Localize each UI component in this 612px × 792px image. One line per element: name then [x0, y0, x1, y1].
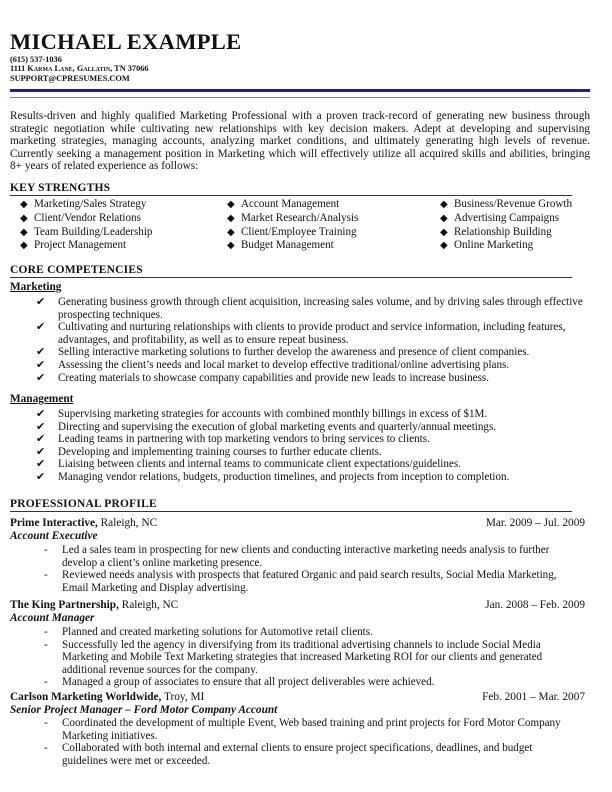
- list-item: ◆ Online Marketing: [440, 239, 534, 252]
- candidate-name: MICHAEL EXAMPLE: [10, 29, 242, 54]
- job-duties: [44, 626, 572, 689]
- list-item: ✔ Developing and implementing training courses to further educate clients.: [36, 445, 382, 458]
- professional-profile-heading: PROFESSIONAL PROFILE: [10, 498, 157, 510]
- job-dates: Jan. 2008 – Feb. 2009: [485, 599, 585, 611]
- list-item: ◆ Relationship Building: [440, 225, 552, 238]
- professional-profile-rule: [10, 511, 572, 512]
- dash-bullet-icon: -: [44, 742, 48, 754]
- list-item: ◆ Project Management: [20, 239, 127, 252]
- job-location: Raleigh, NC: [118, 599, 179, 611]
- employer-name: The King Partnership,: [10, 599, 119, 611]
- checkmark-icon: ✔: [36, 346, 46, 359]
- diamond-bullet-icon: ◆: [440, 212, 448, 224]
- list-item: - Collaborated with both internal and external clients to ensure project specifications, deadlines, and budget guidelines were met or exceeded.: [44, 742, 533, 767]
- checkmark-icon: ✔: [36, 458, 46, 471]
- list-item: - Coordinated the development of multiple Event, Web based training and print projects for Ford Motor Company Marketing initiatives.: [44, 717, 561, 742]
- list-item: ✔ Directing and supervising the execution of global marketing events and quarterly/annual meetings.: [36, 420, 497, 433]
- checkmark-icon: ✔: [36, 358, 46, 371]
- marketing-subheading: Marketing: [10, 281, 62, 293]
- list-item: ✔ Assessing the client’s needs and local market to develop effective traditional/online advertising plans.: [36, 358, 510, 371]
- list-item: ◆ Market Research/Analysis: [227, 211, 359, 224]
- job-header: [10, 691, 585, 704]
- list-item: ✔ Supervising marketing strategies for accounts with combined monthly billings in excess of $1M.: [36, 408, 488, 420]
- list-item: - Planned and created marketing solutions for Automotive retail clients.: [44, 626, 373, 638]
- checkmark-icon: ✔: [36, 321, 46, 334]
- job-location: Troy, MI: [161, 691, 205, 703]
- marketing-list: [36, 296, 596, 384]
- core-competencies-rule: [10, 277, 572, 278]
- header-rule-thick: [10, 89, 590, 92]
- list-item: ◆ Team Building/Leadership: [20, 225, 153, 238]
- diamond-bullet-icon: ◆: [227, 240, 235, 252]
- key-strengths-rule: [10, 195, 572, 196]
- diamond-bullet-icon: ◆: [440, 240, 448, 252]
- list-item: ◆ Marketing/Sales Strategy: [20, 198, 147, 210]
- list-item: ✔ Generating business growth through client acquisition, increasing sales volume, and by driving sales through effective prospecting techniques.: [36, 296, 583, 321]
- job-title: Account Executive: [10, 530, 98, 542]
- diamond-bullet-icon: ◆: [20, 240, 28, 252]
- strengths-column-2: [227, 198, 358, 253]
- job-title: Account Manager: [10, 612, 95, 624]
- checkmark-icon: ✔: [36, 371, 46, 384]
- checkmark-icon: ✔: [36, 433, 46, 446]
- employer-name: Prime Interactive,: [10, 517, 98, 529]
- checkmark-icon: ✔: [36, 420, 46, 433]
- list-item: ✔ Cultivating and nurturing relationships with clients to provide product and service information, including features, advantages, and profitability, as well as to ensure repeat business.: [36, 321, 566, 346]
- strengths-column-3: [440, 198, 572, 253]
- list-item: - Managed a group of associates to ensure that all project deliverables were achieved.: [44, 676, 435, 688]
- strengths-column-1: [20, 198, 152, 253]
- checkmark-icon: ✔: [36, 470, 46, 483]
- list-item: ◆ Business/Revenue Growth: [440, 198, 573, 210]
- list-item: ◆ Budget Management: [227, 239, 334, 252]
- list-item: ◆ Advertising Campaigns: [440, 211, 560, 224]
- list-item: ✔ Creating materials to showcase company capabilities and provide new leads to increase business.: [36, 371, 489, 384]
- management-list: [36, 408, 596, 484]
- list-item: ✔ Managing vendor relations, budgets, production timelines, and projects from inception to completion.: [36, 470, 510, 483]
- diamond-bullet-icon: ◆: [20, 212, 28, 224]
- summary-paragraph: Results-driven and highly qualified Marketing Professional with a proven track-record of generating new business through strategic negotiation while cultivating new relationships with key decision makers. Adept at developing and supervising marketing strategies, managing accounts, analyzing market conditions, and ultimately generating high levels of revenue. Currently seeking a management position in Marketing which will effectively utilize all acquired skills and abilities, bringing 8+ years of related experience as follows:: [10, 110, 590, 173]
- diamond-bullet-icon: ◆: [20, 226, 28, 238]
- list-item: ◆ Client/Vendor Relations: [20, 211, 141, 224]
- dash-bullet-icon: -: [44, 638, 48, 651]
- dash-bullet-icon: -: [44, 626, 48, 638]
- core-competencies-heading: CORE COMPETENCIES: [10, 264, 143, 276]
- diamond-bullet-icon: ◆: [20, 199, 28, 210]
- list-item: - Led a sales team in prospecting for new clients and conducting interactive marketing needs analysis to further develop a client’s online marketing presence.: [44, 544, 550, 569]
- phone: (615) 537-1036: [10, 55, 62, 64]
- employer-name: Carlson Marketing Worldwide,: [10, 691, 162, 703]
- diamond-bullet-icon: ◆: [227, 199, 235, 210]
- job-location: Raleigh, NC: [97, 517, 158, 529]
- diamond-bullet-icon: ◆: [227, 212, 235, 224]
- job-duties: [44, 717, 572, 767]
- email[interactable]: SUPPORT@CPRESUMES.COM: [10, 73, 130, 83]
- job-dates: Feb. 2001 – Mar. 2007: [482, 691, 585, 703]
- diamond-bullet-icon: ◆: [440, 226, 448, 238]
- job-header: [10, 599, 585, 612]
- job-dates: Mar. 2009 – Jul. 2009: [485, 517, 585, 529]
- list-item: ◆ Account Management: [227, 198, 340, 210]
- list-item: - Successfully led the agency in diversifying from its traditional advertising channels to include Social Media Marketing and Mobile Text Marketing strategies that increased Marketing ROI for our clients and generated additional revenue sources for the company.: [44, 638, 543, 676]
- dash-bullet-icon: -: [44, 717, 48, 729]
- list-item: ✔ Leading teams in partnering with top marketing vendors to bring services to clients.: [36, 433, 430, 446]
- header-rule-thin: [10, 97, 590, 98]
- checkmark-icon: ✔: [36, 408, 46, 420]
- diamond-bullet-icon: ◆: [440, 199, 448, 210]
- checkmark-icon: ✔: [36, 296, 46, 308]
- list-item: ✔ Selling interactive marketing solutions to further develop the awareness and presence of client companies.: [36, 346, 530, 359]
- list-item: - Reviewed needs analysis with prospects that featured Organic and paid search results, Social Media Marketing, Email Marketing and Display advertising.: [44, 569, 557, 594]
- diamond-bullet-icon: ◆: [227, 226, 235, 238]
- dash-bullet-icon: -: [44, 569, 48, 581]
- job-header: [10, 517, 585, 530]
- list-item: ◆ Client/Employee Training: [227, 225, 357, 238]
- dash-bullet-icon: -: [44, 544, 48, 556]
- management-subheading: Management: [10, 393, 74, 405]
- checkmark-icon: ✔: [36, 445, 46, 458]
- dash-bullet-icon: -: [44, 676, 48, 688]
- key-strengths-heading: KEY STRENGTHS: [10, 182, 111, 194]
- address: 1111 Karma Lane, Gallatin, TN 37066: [10, 64, 149, 74]
- contact-block: [10, 55, 149, 83]
- list-item: ✔ Liaising between clients and internal teams to communicate client expectations/guidelines.: [36, 458, 461, 471]
- job-title: Senior Project Manager – Ford Motor Company Account: [10, 704, 278, 716]
- job-duties: [44, 544, 572, 594]
